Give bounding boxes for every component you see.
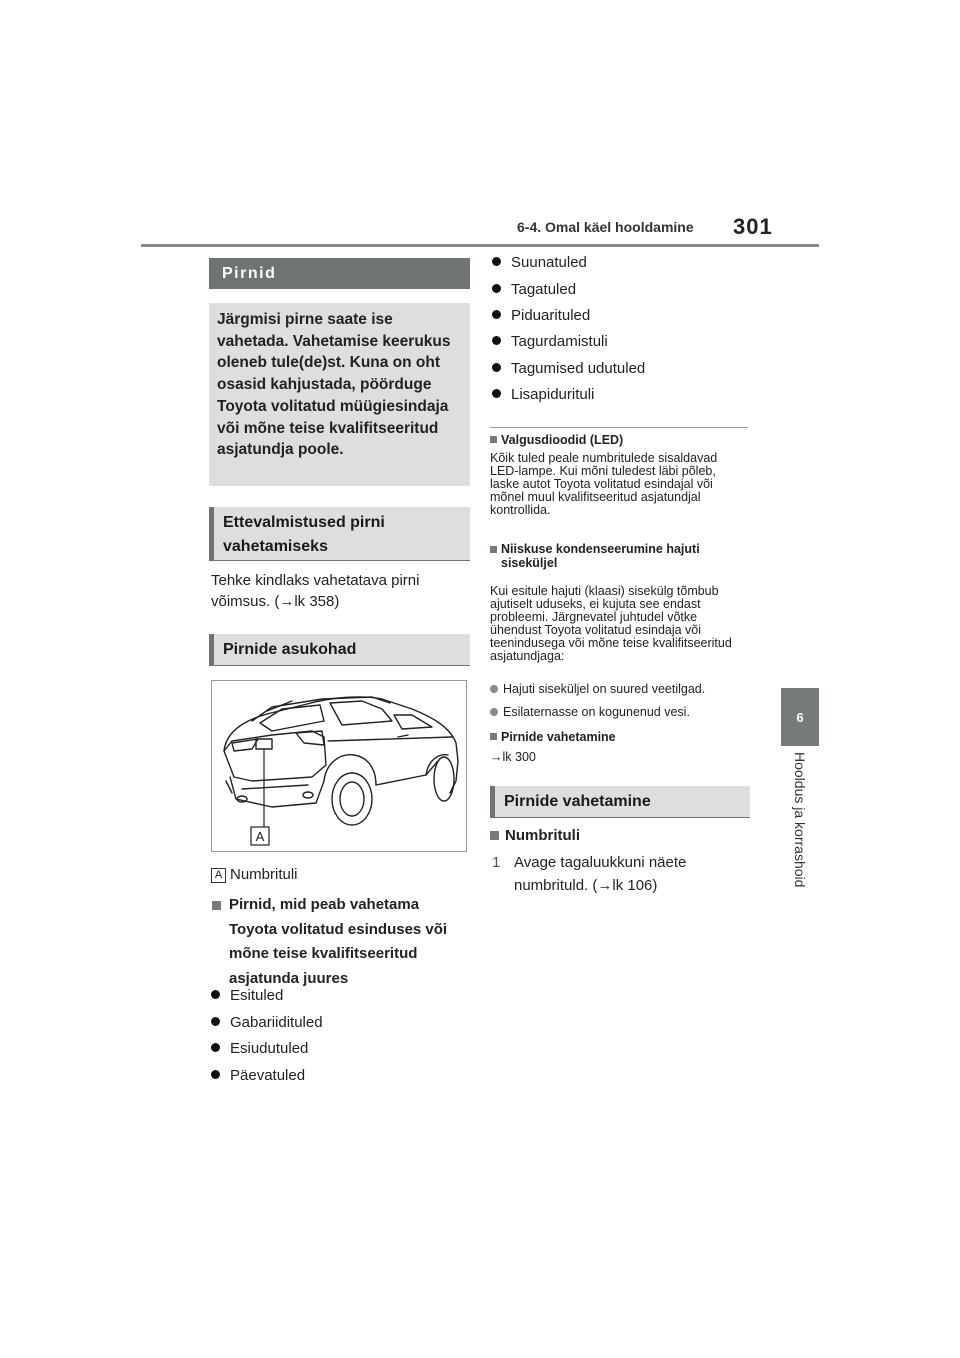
list-item: Esiudutuled	[211, 1040, 308, 1057]
caption-text: Numbrituli	[230, 866, 298, 883]
intro-box	[209, 303, 470, 486]
dealer-heading-text: Pirnid, mid peab vahetama Toyota volitatud esinduses või mõne teise kvalifitseeritud asjatunda juures	[229, 896, 448, 987]
step-text: Avage tagaluukkuni näete numbrituld. (→lk 106)	[514, 854, 687, 894]
location-title	[209, 634, 470, 666]
title-pirnid: Pirnid	[209, 258, 470, 289]
divider	[490, 427, 748, 428]
list-item: Esilaternasse on kogunenud vesi.	[490, 706, 690, 719]
caption-letter: A	[211, 868, 226, 883]
replace-ref: →lk 300	[490, 750, 536, 764]
list-item: Tagatuled	[492, 281, 576, 298]
replace-title	[490, 786, 750, 818]
list-item: Tagumised udutuled	[492, 360, 645, 377]
list-item: Piduarituled	[492, 307, 590, 324]
dealer-heading-marker	[212, 901, 221, 910]
replace-title-text: Pirnide vahetamine	[504, 792, 651, 810]
step-number: 1	[492, 854, 501, 871]
cond-text: Kui esitule hajuti (klaasi) sisekülg tõmbub ajutiselt uduseks, ei kujuta see endast probleemi. Järgnevatel juhtudel võtke ühendust Toyota volitatud esindaja või teenindusega või mõne teise kvalifitseeritud asjatundjaga:	[490, 584, 732, 663]
car-rear-icon	[212, 681, 466, 851]
list-item: Päevatuled	[211, 1067, 305, 1084]
led-heading: Valgusdioodid (LED)	[490, 433, 623, 447]
prep-title	[209, 507, 470, 561]
chapter-tab: 6	[781, 688, 819, 746]
prep-title-text: Ettevalmistused pirni vahetamiseks	[223, 513, 385, 555]
section-title: 6-4. Omal käel hooldamine	[517, 219, 694, 235]
page-number: 301	[733, 214, 773, 239]
list-item: Gabariidituled	[211, 1014, 323, 1031]
prep-text: Tehke kindlaks vahetatava pirni võimsus. (→lk 358)	[211, 572, 420, 610]
step-1	[492, 851, 740, 897]
figure-callout-label: A	[255, 829, 265, 844]
dealer-heading	[211, 893, 471, 991]
chapter-label	[772, 752, 828, 922]
list-item: Tagurdamistuli	[492, 333, 608, 350]
header-rule	[141, 244, 819, 247]
list-item: Esituled	[211, 987, 283, 1004]
list-item: Suunatuled	[492, 254, 587, 271]
cond-heading: Niiskuse kondenseerumine hajuti siseküljel	[490, 542, 745, 570]
intro-text: Järgmisi pirne saate ise vahetada. Vahetamise keerukus oleneb tule(de)st. Kuna on oht osasid kahjustada, pöörduge Toyota volitatud müügiesindaja või mõne teise kvalifitseeritud asjatundja poole.	[217, 311, 451, 459]
replace-heading-small: Pirnide vahetamine	[490, 730, 616, 744]
list-item: Hajuti siseküljel on suured veetilgad.	[490, 683, 705, 696]
chapter-label-text: Hooldus ja korrashoid	[792, 752, 808, 888]
numbrituli-heading: Numbrituli	[490, 827, 580, 844]
figure-caption	[211, 864, 298, 885]
led-text: Kõik tuled peale numbritulede sisaldavad LED-lampe. Kui mõni tuledest läbi põleb, laske autot Toyota volitatud esindajal või mõnel muul kvalifitseeritud asjatundjal kontrollida.	[490, 451, 718, 517]
car-illustration	[211, 680, 467, 852]
list-item: Lisapidurituli	[492, 386, 594, 403]
location-title-text: Pirnide asukohad	[223, 640, 357, 658]
